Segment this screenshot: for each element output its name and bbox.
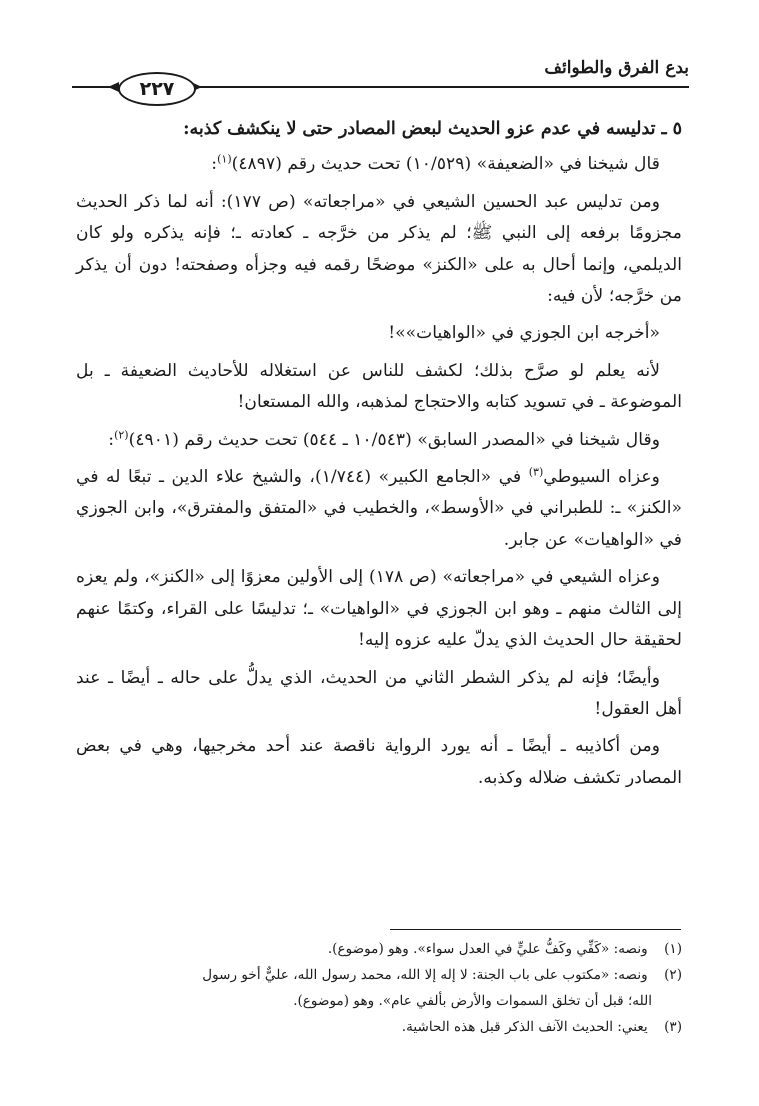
footnote-number: (٢) xyxy=(664,967,682,983)
footnote-ref-2: (٢) xyxy=(114,427,129,441)
paragraph-4: لأنه يعلم لو صرَّح بذلك؛ لكشف للناس عن استغلاله للأحاديث الضعيفة ـ بل الموضوعة ـ في تسويد كتابه والاحتجاج لمذهبه، والله المستعان! xyxy=(76,360,682,413)
footnote-3 xyxy=(76,1014,682,1040)
footnote-text: يعني: الحديث الآنف الذكر قبل هذه الحاشية. xyxy=(401,1019,648,1035)
paragraph-8: وأيضًا؛ فإنه لم يذكر الشطر الثاني من الحديث، الذي يدلُّ على حاله ـ أيضًا ـ عند أهل العقول! xyxy=(76,667,682,719)
footnote-2 xyxy=(76,962,682,988)
paragraph-1 xyxy=(76,149,682,180)
section-heading: ٥ ـ تدليسه في عدم عزو الحديث لبعض المصادر حتى لا ينكشف كذبه: xyxy=(183,119,682,139)
paragraph-1-text: قال شيخنا في «الضعيفة» (١٠/٥٢٩) تحت حديث رقم (٤٨٩٧) xyxy=(231,154,660,175)
footnote-text: ونصه: «مكتوب على باب الجنة: لا إله إلا الله، محمد رسول الله، عليٌّ أخو رسول xyxy=(202,967,648,983)
paragraph-5-end: : xyxy=(108,429,115,450)
paragraph-5-text: وقال شيخنا في «المصدر السابق» (١٠/٥٤٣ ـ ٥٤٤) تحت حديث رقم (٤٩٠١) xyxy=(128,429,660,450)
paragraph-9: ومن أكاذيبه ـ أيضًا ـ أنه يورد الرواية ناقصة عند أحد مخرجيها، وهي في بعض المصادر تكشف ضلاله وكذبه. xyxy=(76,736,682,788)
footnote-text: ونصه: «كَفِّي وكَفُّ عليٍّ في العدل سواء». وهو (موضوع). xyxy=(327,941,648,957)
footnote-separator xyxy=(390,929,681,930)
footnote-number: (١) xyxy=(664,941,682,957)
footnotes xyxy=(76,936,682,1040)
footnote-ref-3: (٣) xyxy=(528,465,544,479)
paragraph-6-rest: في «الجامع الكبير» (١/٧٤٤)، والشيخ علاء الدين ـ تبعًا له في «الكنز» ـ: للطبراني في «الأوسط»، والخطيب في «المتفق والمفترق»، وابن الجوزي في «الواهيات» عن جابر. xyxy=(76,467,682,550)
main-text xyxy=(76,114,682,800)
paragraph-6 xyxy=(76,462,682,556)
paragraph-5 xyxy=(76,425,682,456)
footnote-ref-1: (١) xyxy=(217,152,232,166)
footnote-1 xyxy=(76,936,682,962)
paragraph-3: «أخرجه ابن الجوزي في «الواهيات»»! xyxy=(388,323,660,344)
paragraph-1-end: : xyxy=(211,154,218,175)
paragraph-7: وعزاه الشيعي في «مراجعاته» (ص ١٧٨) إلى الأولين معزوًا إلى «الكنز»، ولم يعزه إلى الثالث منهم ـ وهو ابن الجوزي في «الواهيات» ـ؛ تدليسًا على القراء، وكتمًا عنهم لحقيقة حال الحديث الذي يدلّ عليه عزوه إليه! xyxy=(76,567,682,651)
footnote-2-continued: الله؛ قبل أن تخلق السموات والأرض بألفي عام». وهو (موضوع). xyxy=(293,993,652,1009)
page-number: ٢٢٧ xyxy=(118,72,196,106)
footnote-number: (٣) xyxy=(664,1019,682,1035)
running-header-title: بدع الفرق والطوائف xyxy=(544,58,689,78)
paragraph-6-start: وعزاه السيوطي xyxy=(543,467,660,488)
paragraph-2: ومن تدليس عبد الحسين الشيعي في «مراجعاته» (ص ١٧٧): أنه لما ذكر الحديث مجزومًا برفعه إلى النبي ﷺ؛ لم يذكر من خرَّجه ـ كعادته ـ؛ فإنه يذكره ولو كان الديلمي، وإنما أحال به على «الكنز» موضحًا رقمه فيه وجزأه وصفحته! دون أن يذكر من خرَّجه؛ لأن فيه: xyxy=(76,191,682,307)
